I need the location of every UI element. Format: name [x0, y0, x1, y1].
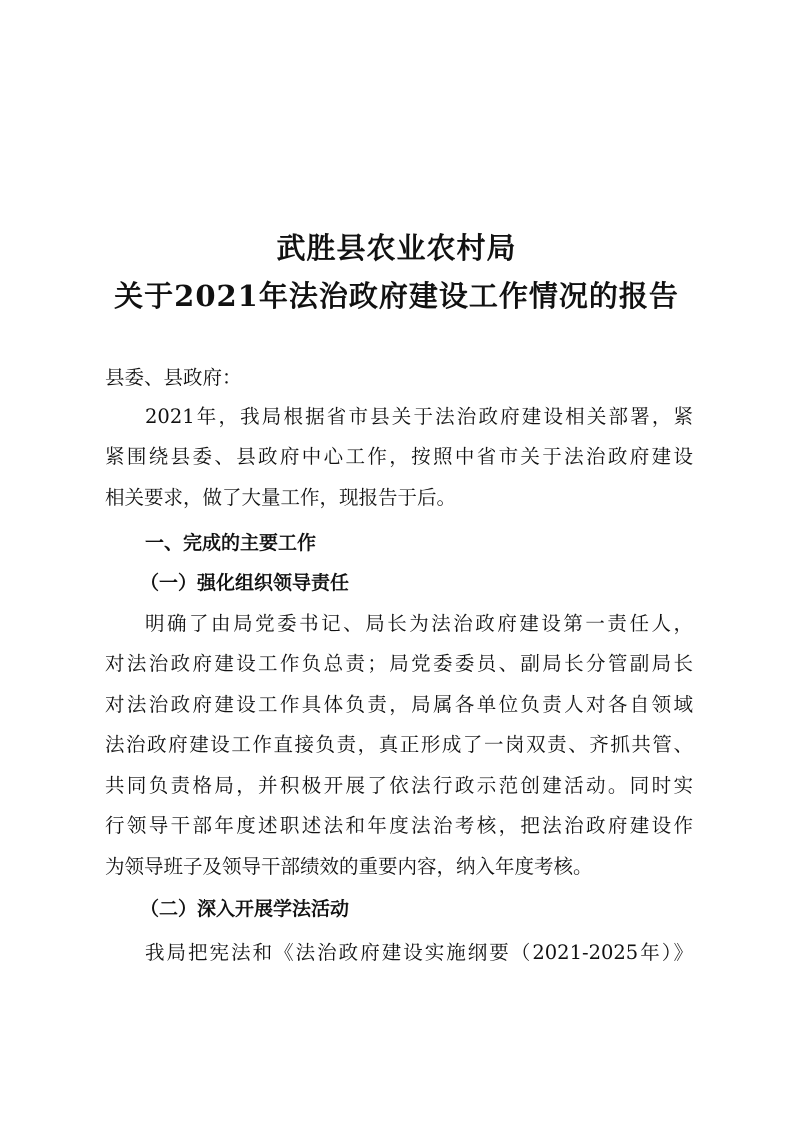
subsection-2-heading: （二）深入开展学法活动	[140, 898, 350, 920]
subsection-1-heading: （一）强化组织领导责任	[140, 572, 350, 594]
paragraph-1-line-2: 紧围绕县委、县政府中心工作，按照中省市关于法治政府建设	[105, 445, 693, 468]
section-1-heading: 一、完成的主要工作	[145, 532, 317, 554]
paragraph-1-line-1: 2021年，我局根据省市县关于法治政府建设相关部署，紧	[145, 405, 693, 428]
paragraph-2-line-3: 对法治政府建设工作具体负责，局属各单位负责人对各自领域	[105, 693, 693, 716]
paragraph-2-line-6: 行领导干部年度述职述法和年度法治考核，把法治政府建设作	[105, 814, 693, 837]
paragraph-2-line-5: 共同负责格局，并积极开展了依法行政示范创建活动。同时实	[105, 774, 693, 797]
paragraph-2-line-7: 为领导班子及领导干部绩效的重要内容，纳入年度考核。	[105, 855, 593, 878]
paragraph-2-line-4: 法治政府建设工作直接负责，真正形成了一岗双责、齐抓共管、	[105, 733, 693, 756]
paragraph-1-line-3: 相关要求，做了大量工作，现报告于后。	[105, 486, 457, 509]
document-title-line-1: 武胜县农业农村局	[276, 231, 517, 265]
document-title-line-2: 关于2021年法治政府建设工作情况的报告	[114, 279, 679, 313]
salutation: 县委、县政府：	[105, 366, 242, 389]
paragraph-2-line-2: 对法治政府建设工作负总责；局党委委员、副局长分管副局长	[105, 652, 693, 675]
paragraph-3-line-1: 我局把宪法和《法治政府建设实施纲要（2021-2025年）》	[145, 941, 693, 964]
paragraph-2-line-1: 明确了由局党委书记、局长为法治政府建设第一责任人，	[145, 612, 693, 635]
